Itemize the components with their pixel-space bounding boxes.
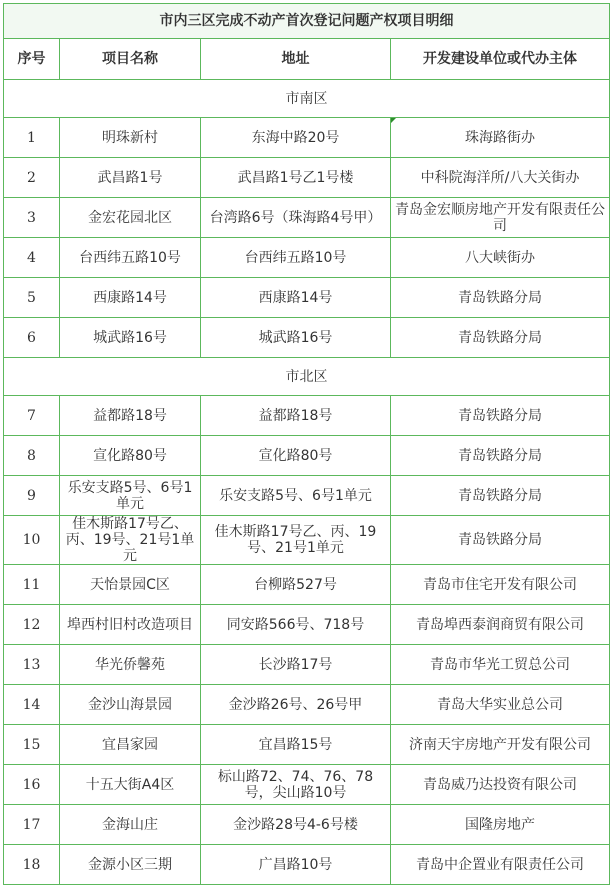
table-header-row <box>4 39 610 80</box>
cell-no: 16 <box>4 765 60 805</box>
district-name: 市北区 <box>4 358 610 396</box>
cell-developer: 青岛铁路分局 <box>391 516 610 565</box>
cell-developer: 青岛铁路分局 <box>391 396 610 436</box>
district-row <box>4 80 610 118</box>
cell-project-name: 宣化路80号 <box>60 436 201 476</box>
cell-project-name: 埠西村旧村改造项目 <box>60 605 201 645</box>
cell-project-name: 乐安支路5号、6号1单元 <box>60 476 201 516</box>
cell-address: 佳木斯路17号乙、丙、19号、21号1单元 <box>201 516 391 565</box>
table-row <box>4 565 610 605</box>
header-developer: 开发建设单位或代办主体 <box>391 39 610 80</box>
table-row <box>4 476 610 516</box>
cell-address: 金沙路26号、26号甲 <box>201 685 391 725</box>
table-row <box>4 158 610 198</box>
cell-address: 台柳路527号 <box>201 565 391 605</box>
cell-project-name: 十五大街A4区 <box>60 765 201 805</box>
cell-address: 标山路72、74、76、78号，尖山路10号 <box>201 765 391 805</box>
cell-no: 4 <box>4 238 60 278</box>
cell-no: 17 <box>4 805 60 845</box>
table-row <box>4 805 610 845</box>
cell-project-name: 城武路16号 <box>60 318 201 358</box>
cell-address: 乐安支路5号、6号1单元 <box>201 476 391 516</box>
cell-project-name: 台西纬五路10号 <box>60 238 201 278</box>
table-row <box>4 278 610 318</box>
table-row <box>4 645 610 685</box>
cell-developer: 青岛市华光工贸总公司 <box>391 645 610 685</box>
cell-project-name: 西康路14号 <box>60 278 201 318</box>
cell-project-name: 宜昌家园 <box>60 725 201 765</box>
cell-developer: 青岛金宏顺房地产开发有限责任公司 <box>391 198 610 238</box>
table-row <box>4 198 610 238</box>
cell-no: 6 <box>4 318 60 358</box>
cell-address: 益都路18号 <box>201 396 391 436</box>
cell-developer: 青岛威乃达投资有限公司 <box>391 765 610 805</box>
cell-address: 台湾路6号（珠海路4号甲） <box>201 198 391 238</box>
cell-no: 14 <box>4 685 60 725</box>
cell-project-name: 益都路18号 <box>60 396 201 436</box>
cell-project-name: 金宏花园北区 <box>60 198 201 238</box>
cell-developer: 青岛中企置业有限责任公司 <box>391 845 610 885</box>
cell-address: 台西纬五路10号 <box>201 238 391 278</box>
cell-developer: 中科院海洋所/八大关街办 <box>391 158 610 198</box>
cell-project-name: 天怡景园C区 <box>60 565 201 605</box>
table-row <box>4 318 610 358</box>
table-row <box>4 605 610 645</box>
cell-project-name: 华光侨馨苑 <box>60 645 201 685</box>
property-rights-table <box>3 3 610 885</box>
cell-project-name: 金海山庄 <box>60 805 201 845</box>
cell-address: 城武路16号 <box>201 318 391 358</box>
cell-no: 7 <box>4 396 60 436</box>
cell-no: 2 <box>4 158 60 198</box>
district-name: 市南区 <box>4 80 610 118</box>
cell-developer: 青岛铁路分局 <box>391 278 610 318</box>
cell-project-name: 佳木斯路17号乙、丙、19号、21号1单元 <box>60 516 201 565</box>
cell-project-name: 武昌路1号 <box>60 158 201 198</box>
cell-address: 宣化路80号 <box>201 436 391 476</box>
cell-developer: 青岛埠西泰润商贸有限公司 <box>391 605 610 645</box>
cell-address: 东海中路20号 <box>201 118 391 158</box>
table-row <box>4 845 610 885</box>
cell-developer: 青岛铁路分局 <box>391 318 610 358</box>
cell-developer: 济南天宇房地产开发有限公司 <box>391 725 610 765</box>
cell-no: 12 <box>4 605 60 645</box>
cell-project-name: 明珠新村 <box>60 118 201 158</box>
cell-developer: 国隆房地产 <box>391 805 610 845</box>
table-title-row <box>4 4 610 39</box>
table-row <box>4 725 610 765</box>
cell-no: 13 <box>4 645 60 685</box>
cell-no: 5 <box>4 278 60 318</box>
table-title: 市内三区完成不动产首次登记问题产权项目明细 <box>4 4 610 39</box>
header-address: 地址 <box>201 39 391 80</box>
cell-address: 同安路566号、718号 <box>201 605 391 645</box>
cell-developer: 青岛大华实业总公司 <box>391 685 610 725</box>
cell-developer: 青岛铁路分局 <box>391 476 610 516</box>
table-row <box>4 765 610 805</box>
cell-no: 18 <box>4 845 60 885</box>
cell-developer: 青岛铁路分局 <box>391 436 610 476</box>
cell-no: 8 <box>4 436 60 476</box>
cell-address: 金沙路28号4-6号楼 <box>201 805 391 845</box>
header-no: 序号 <box>4 39 60 80</box>
table-row <box>4 396 610 436</box>
cell-project-name: 金源小区三期 <box>60 845 201 885</box>
cell-developer: 珠海路街办 <box>391 118 610 158</box>
cell-address: 广昌路10号 <box>201 845 391 885</box>
cell-address: 宜昌路15号 <box>201 725 391 765</box>
table-row <box>4 436 610 476</box>
cell-no: 11 <box>4 565 60 605</box>
table-row <box>4 238 610 278</box>
cell-no: 10 <box>4 516 60 565</box>
table-row <box>4 118 610 158</box>
district-row <box>4 358 610 396</box>
table-row <box>4 685 610 725</box>
cell-address: 长沙路17号 <box>201 645 391 685</box>
cell-developer: 青岛市住宅开发有限公司 <box>391 565 610 605</box>
cell-project-name: 金沙山海景园 <box>60 685 201 725</box>
cell-address: 西康路14号 <box>201 278 391 318</box>
cell-address: 武昌路1号乙1号楼 <box>201 158 391 198</box>
cell-developer: 八大峡街办 <box>391 238 610 278</box>
cell-no: 15 <box>4 725 60 765</box>
table-row <box>4 516 610 565</box>
cell-no: 1 <box>4 118 60 158</box>
cell-no: 9 <box>4 476 60 516</box>
header-project-name: 项目名称 <box>60 39 201 80</box>
cell-no: 3 <box>4 198 60 238</box>
